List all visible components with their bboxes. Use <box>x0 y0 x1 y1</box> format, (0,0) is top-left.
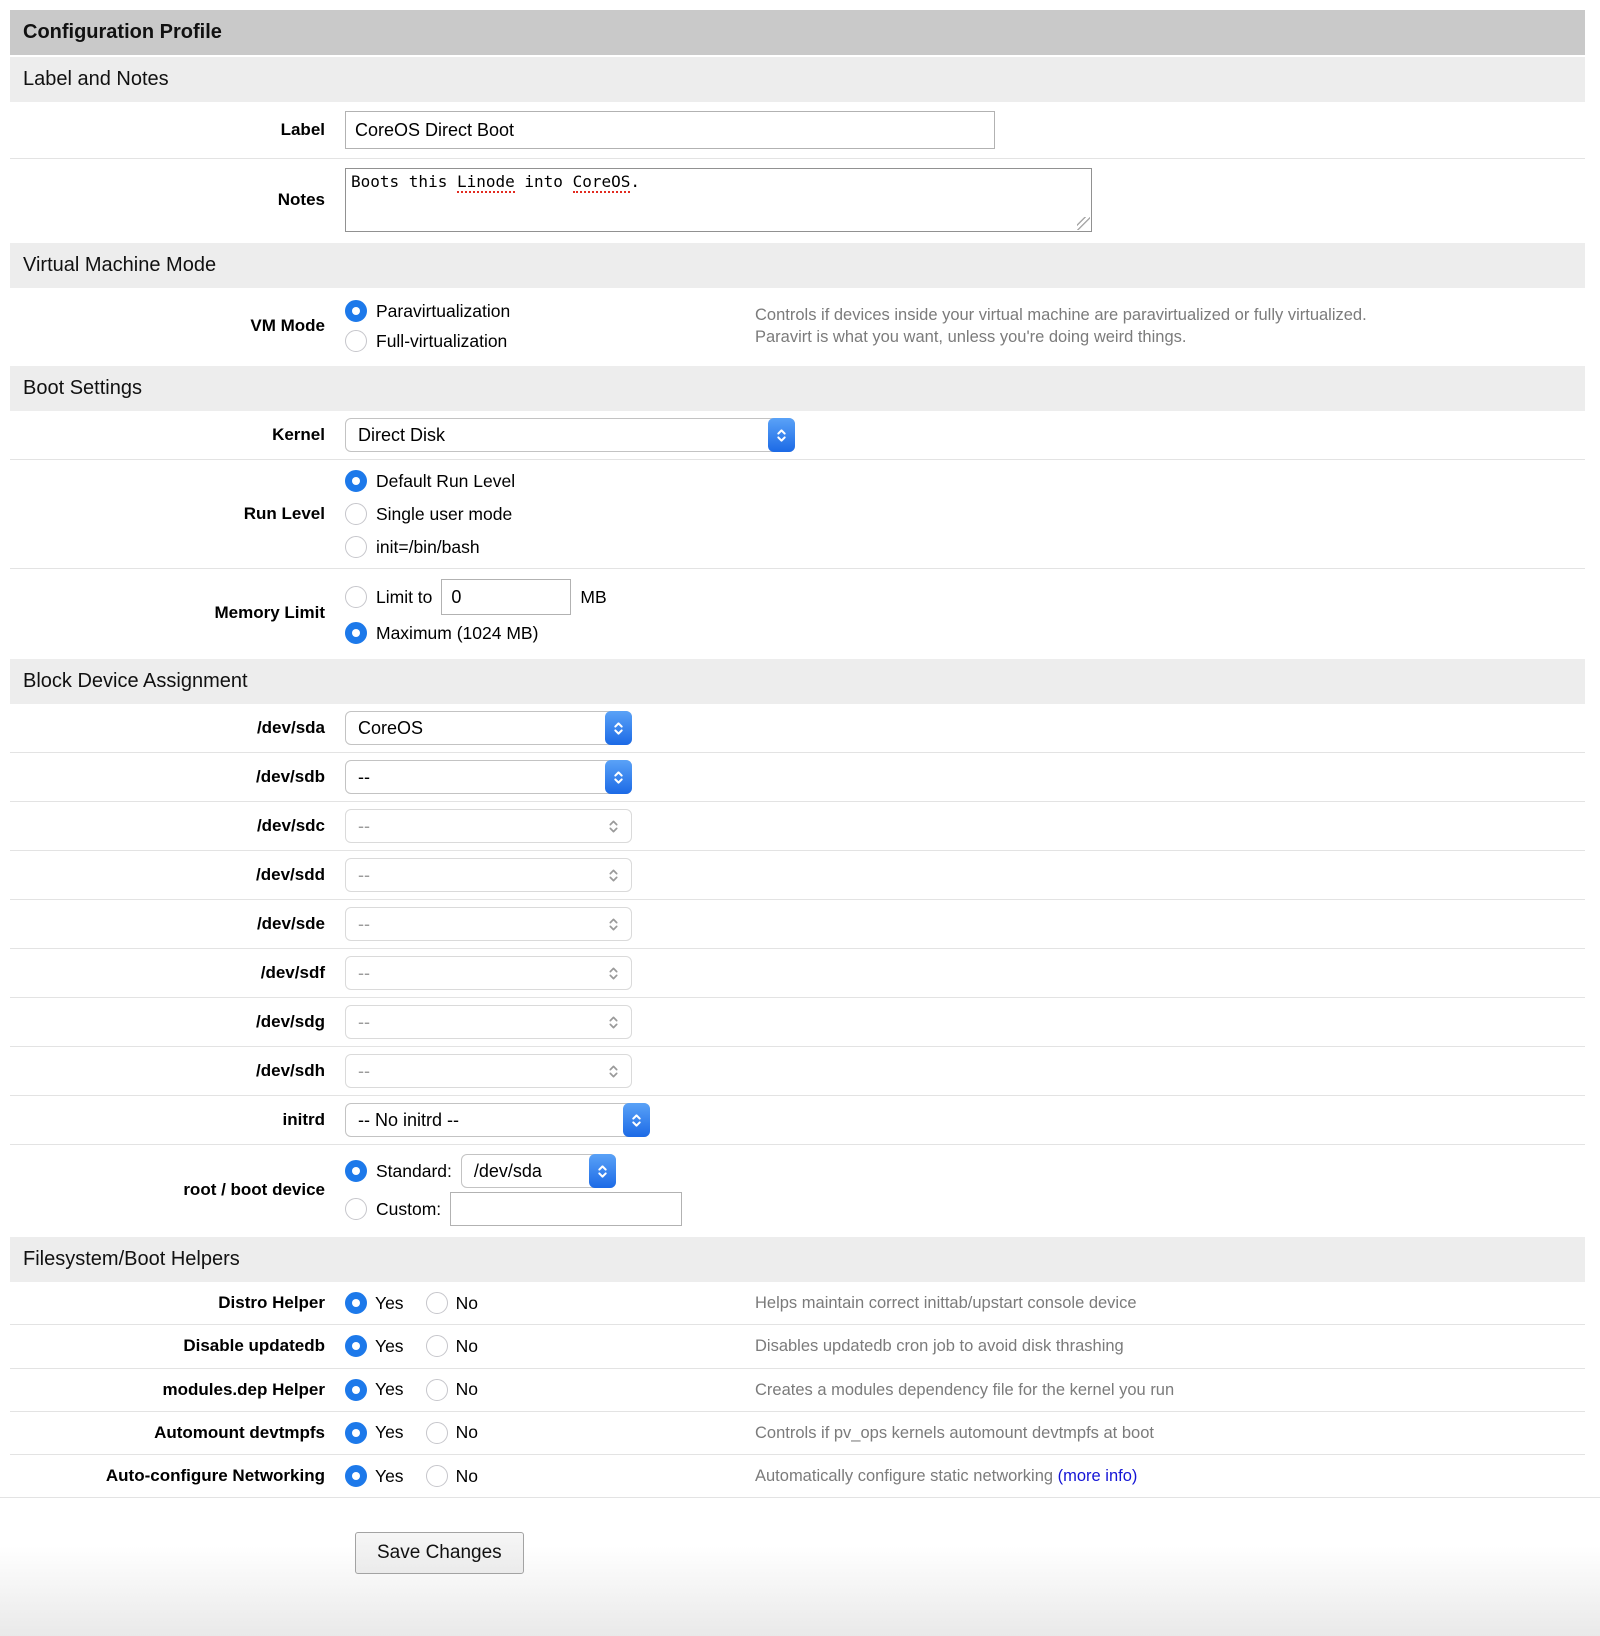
select-chevron-icon <box>589 1154 616 1188</box>
device-label: /dev/sdh <box>256 1061 325 1080</box>
radio-modules-dep-no[interactable] <box>426 1379 448 1401</box>
memory-unit-label: MB <box>580 586 607 607</box>
radio-limit-to-label[interactable]: Limit to <box>376 586 433 607</box>
standard-device-select[interactable] <box>461 1154 616 1188</box>
select-chevron-icon <box>600 1005 627 1039</box>
device-label: /dev/sda <box>256 718 325 737</box>
radio-automount-devtmpfs-yes[interactable] <box>345 1422 367 1444</box>
section-block-devices <box>10 704 1585 1235</box>
textarea-resize-handle-icon[interactable] <box>1077 217 1090 230</box>
radio-disable-updatedb-yes[interactable] <box>345 1335 367 1357</box>
label-input[interactable] <box>345 111 995 149</box>
device-select-value: -- <box>358 864 370 885</box>
kernel-row <box>10 411 1585 459</box>
device-label: /dev/sdf <box>260 963 325 982</box>
memory-limit-row <box>10 568 1585 657</box>
section-helpers <box>10 1282 1585 1497</box>
device-select-sdf <box>345 956 632 990</box>
radio-yes-label[interactable]: Yes <box>375 1422 404 1443</box>
device-select-sdd <box>345 858 632 892</box>
section-header-vm-mode: Virtual Machine Mode <box>10 243 1585 288</box>
save-changes-button[interactable]: Save Changes <box>355 1532 524 1574</box>
device-label: /dev/sdc <box>256 816 325 835</box>
helper-row-automount <box>10 1411 1585 1454</box>
root-boot-device-row <box>10 1144 1585 1235</box>
device-select-value: -- <box>358 766 370 787</box>
section-label-notes <box>10 102 1585 241</box>
root-boot-device-label: root / boot device <box>183 1180 325 1199</box>
radio-yes-label[interactable]: Yes <box>375 1335 404 1356</box>
device-row-sdc <box>10 801 1585 850</box>
helper-help-text: Helps maintain correct inittab/upstart console device <box>755 1294 1137 1312</box>
section-header-boot-settings: Boot Settings <box>10 366 1585 411</box>
radio-maximum-memory-label[interactable]: Maximum (1024 MB) <box>376 622 539 643</box>
radio-no-label[interactable]: No <box>455 1292 478 1313</box>
device-select-sdg <box>345 1005 632 1039</box>
radio-disable-updatedb-no[interactable] <box>426 1335 448 1357</box>
section-header-label-notes: Label and Notes <box>10 57 1585 102</box>
helper-help-text: Automatically configure static networking (more info) <box>755 1467 1138 1486</box>
device-label: /dev/sdg <box>256 1012 325 1031</box>
initrd-label: initrd <box>282 1110 325 1129</box>
select-chevron-icon <box>605 760 632 794</box>
kernel-select-value: Direct Disk <box>358 424 446 445</box>
radio-automount-devtmpfs-no[interactable] <box>426 1422 448 1444</box>
radio-single-user-mode-label[interactable]: Single user mode <box>376 503 513 524</box>
device-row-sda <box>10 704 1585 752</box>
radio-maximum-memory[interactable] <box>345 622 367 644</box>
device-select-value: -- <box>358 815 370 836</box>
device-row-sdg <box>10 997 1585 1046</box>
radio-no-label[interactable]: No <box>455 1465 478 1486</box>
notes-text: Boots this <box>351 172 457 191</box>
radio-full-virtualization-label[interactable]: Full-virtualization <box>376 330 508 351</box>
notes-misspelled-word: Linode <box>456 172 515 191</box>
initrd-select-value: -- No initrd -- <box>358 1109 460 1130</box>
radio-yes-label[interactable]: Yes <box>375 1465 404 1486</box>
device-select-sdc <box>345 809 632 843</box>
radio-standard-boot-label[interactable]: Standard: <box>376 1160 452 1181</box>
radio-paravirtualization-label[interactable]: Paravirtualization <box>376 300 511 321</box>
helper-help-text: Disables updatedb cron job to avoid disk thrashing <box>755 1337 1124 1356</box>
device-row-sdf <box>10 948 1585 997</box>
memory-limit-label: Memory Limit <box>214 603 325 622</box>
radio-init-bin-bash[interactable] <box>345 536 367 558</box>
run-level-label: Run Level <box>243 504 325 523</box>
device-row-sdd <box>10 850 1585 899</box>
helper-row-modules-dep <box>10 1368 1585 1411</box>
radio-no-label[interactable]: No <box>455 1422 478 1443</box>
kernel-select[interactable] <box>345 418 795 452</box>
notes-misspelled-word: CoreOS <box>572 172 631 191</box>
helper-help-text: Creates a modules dependency file for the kernel you run <box>755 1380 1175 1399</box>
device-label: /dev/sdd <box>256 865 325 884</box>
page-title: Configuration Profile <box>10 10 1585 55</box>
device-row-sdh <box>10 1046 1585 1095</box>
select-chevron-icon <box>768 418 795 452</box>
label-field-label: Label <box>280 120 325 139</box>
custom-boot-device-input[interactable] <box>450 1192 682 1226</box>
radio-default-run-level-label[interactable]: Default Run Level <box>376 470 516 491</box>
select-chevron-icon <box>600 956 627 990</box>
section-vm-mode <box>10 288 1585 364</box>
notes-row <box>10 158 1585 241</box>
device-select-value: CoreOS <box>358 717 424 738</box>
device-select-value: -- <box>358 1011 370 1032</box>
form-footer <box>0 1497 1600 1636</box>
helper-row-distro <box>10 1282 1585 1324</box>
select-chevron-icon <box>600 907 627 941</box>
radio-auto-networking-no[interactable] <box>426 1465 448 1487</box>
radio-limit-to[interactable] <box>345 586 367 608</box>
radio-auto-networking-yes[interactable] <box>345 1465 367 1487</box>
device-row-sdb <box>10 752 1585 801</box>
device-select-value: -- <box>358 962 370 983</box>
label-row <box>10 102 1585 158</box>
kernel-label: Kernel <box>272 425 325 444</box>
select-chevron-icon <box>623 1103 650 1137</box>
helper-label: Distro Helper <box>218 1293 325 1313</box>
radio-custom-boot[interactable] <box>345 1198 367 1220</box>
device-label: /dev/sdb <box>256 767 325 786</box>
radio-yes-label[interactable]: Yes <box>375 1292 404 1313</box>
radio-standard-boot[interactable] <box>345 1160 367 1182</box>
helper-help-text: Controls if pv_ops kernels automount devtmpfs at boot <box>755 1423 1154 1442</box>
radio-yes-label[interactable]: Yes <box>375 1379 404 1400</box>
helper-label: Automount devtmpfs <box>154 1422 325 1442</box>
section-header-helpers: Filesystem/Boot Helpers <box>10 1237 1585 1282</box>
radio-full-virtualization[interactable] <box>345 330 367 352</box>
helper-label: modules.dep Helper <box>162 1379 325 1399</box>
radio-distro-helper-no[interactable] <box>426 1292 448 1314</box>
helper-row-updatedb <box>10 1324 1585 1367</box>
notes-text: . <box>630 172 640 191</box>
vm-mode-row <box>10 288 1585 364</box>
run-level-row <box>10 459 1585 568</box>
section-boot-settings <box>10 411 1585 657</box>
vm-mode-label: VM Mode <box>250 316 325 335</box>
device-select-sde <box>345 907 632 941</box>
more-info-link[interactable]: (more info) <box>1057 1467 1138 1486</box>
initrd-select[interactable] <box>345 1103 650 1137</box>
notes-field-label: Notes <box>277 190 325 209</box>
helper-label: Disable updatedb <box>183 1336 325 1356</box>
notes-text: into <box>514 172 573 191</box>
select-chevron-icon <box>600 1054 627 1088</box>
memory-limit-input[interactable] <box>441 579 571 615</box>
section-header-block-devices: Block Device Assignment <box>10 659 1585 704</box>
radio-paravirtualization[interactable] <box>345 300 367 322</box>
device-select-sdb[interactable] <box>345 760 632 794</box>
device-select-sdh <box>345 1054 632 1088</box>
device-select-value: -- <box>358 1060 370 1081</box>
initrd-row <box>10 1095 1585 1144</box>
radio-no-label[interactable]: No <box>455 1335 478 1356</box>
helper-label: Auto-configure Networking <box>105 1466 325 1486</box>
device-select-value: -- <box>358 913 370 934</box>
vm-mode-help-text: Controls if devices inside your virtual machine are paravirtualized or fully virtualized. Paravirt is what you want, unless you're doing weird things. <box>755 305 1367 346</box>
device-select-sda[interactable] <box>345 711 632 745</box>
radio-no-label[interactable]: No <box>455 1379 478 1400</box>
select-chevron-icon <box>600 858 627 892</box>
radio-single-user-mode[interactable] <box>345 503 367 525</box>
radio-modules-dep-yes[interactable] <box>345 1379 367 1401</box>
device-row-sde <box>10 899 1585 948</box>
helper-row-auto-networking <box>10 1454 1585 1497</box>
radio-distro-helper-yes[interactable] <box>345 1292 367 1314</box>
notes-textarea[interactable] <box>345 168 1092 232</box>
radio-custom-boot-label[interactable]: Custom: <box>376 1198 442 1219</box>
device-label: /dev/sde <box>256 914 325 933</box>
select-chevron-icon <box>600 809 627 843</box>
radio-init-bin-bash-label[interactable]: init=/bin/bash <box>376 536 480 557</box>
radio-default-run-level[interactable] <box>345 470 367 492</box>
select-chevron-icon <box>605 711 632 745</box>
standard-device-select-value: /dev/sda <box>473 1160 542 1181</box>
